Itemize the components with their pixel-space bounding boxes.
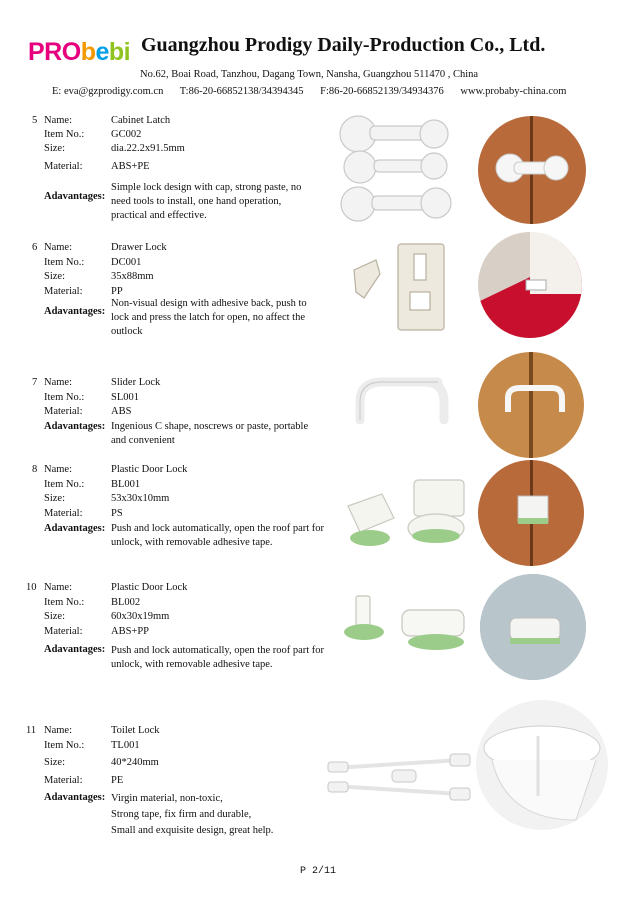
product-item: GC002 <box>111 129 142 140</box>
label-size: Size: <box>44 611 65 622</box>
product-material: ABS+PE <box>111 161 150 172</box>
company-address: No.62, Boai Road, Tanzhou, Dagang Town, Nansha, Guangzhou 511470 , China <box>140 69 479 80</box>
product-name: Plastic Door Lock <box>111 582 188 593</box>
product-name: Toilet Lock <box>111 725 160 736</box>
label-material: Material: <box>44 286 83 297</box>
company-logo: PRObebi <box>28 38 131 66</box>
product-item: BL002 <box>111 597 141 608</box>
drawer-lock-image <box>350 240 460 332</box>
product-size: 60x30x19mm <box>111 611 170 622</box>
label-size: Size: <box>44 271 65 282</box>
label-item: Item No.: <box>44 129 85 140</box>
label-advantages: Adavantages: <box>44 421 106 432</box>
label-material: Material: <box>44 775 83 786</box>
label-item: Item No.: <box>44 392 85 403</box>
product-advantages: Push and lock automatically, open the roof part for unlock, with removable adhesive tape. <box>111 645 325 670</box>
product-advantages: Ingenious C shape, noscrews or paste, portable and convenient <box>111 421 309 446</box>
plastic-door-lock-bl001-photo <box>478 460 584 566</box>
label-size: Size: <box>44 143 65 154</box>
product-item: SL001 <box>111 392 140 403</box>
product-name: Cabinet Latch <box>111 115 171 126</box>
product-material: ABS <box>111 406 132 417</box>
label-name: Name: <box>44 464 72 475</box>
cabinet-latch-photo <box>478 116 586 224</box>
product-material: PS <box>111 508 123 519</box>
fax: F:86-20-66852139/34934376 <box>320 86 444 97</box>
product-advantages: Virgin material, non-toxic, Strong tape, fix firm and durable, Small and exquisite design, great help. <box>111 793 274 836</box>
label-advantages: Adavantages: <box>44 191 106 202</box>
product-name: Plastic Door Lock <box>111 464 188 475</box>
label-name: Name: <box>44 725 72 736</box>
label-advantages: Adavantages: <box>44 644 106 655</box>
label-name: Name: <box>44 242 72 253</box>
label-material: Material: <box>44 626 83 637</box>
product-item: BL001 <box>111 479 141 490</box>
product-number: 8 <box>32 464 38 475</box>
toilet-lock-photo <box>476 700 608 830</box>
label-item: Item No.: <box>44 740 85 751</box>
company-name: Guangzhou Prodigy Daily-Production Co., Ltd. <box>141 34 546 56</box>
page-number: P 2/11 <box>300 866 337 877</box>
label-name: Name: <box>44 377 72 388</box>
product-item: TL001 <box>111 740 140 751</box>
product-name: Slider Lock <box>111 377 161 388</box>
label-name: Name: <box>44 115 72 126</box>
product-item: DC001 <box>111 257 142 268</box>
telephone: T:86-20-66852138/34394345 <box>179 86 304 97</box>
label-item: Item No.: <box>44 257 85 268</box>
website: www.probaby-china.com <box>460 86 567 97</box>
label-size: Size: <box>44 757 65 768</box>
slider-lock-photo <box>478 352 584 458</box>
label-size: Size: <box>44 493 65 504</box>
product-size: 40*240mm <box>111 757 159 768</box>
label-advantages: Adavantages: <box>44 523 106 534</box>
label-material: Material: <box>44 508 83 519</box>
plastic-door-lock-bl001-image <box>340 466 480 552</box>
product-number: 11 <box>26 725 37 736</box>
product-material: PE <box>111 775 124 786</box>
product-number: 7 <box>32 377 38 388</box>
product-size: 35x88mm <box>111 271 154 282</box>
label-advantages: Adavantages: <box>44 306 106 317</box>
email: E: eva@gzprodigy.com.cn <box>52 86 164 97</box>
label-item: Item No.: <box>44 597 85 608</box>
product-size: 53x30x10mm <box>111 493 170 504</box>
label-item: Item No.: <box>44 479 85 490</box>
drawer-lock-photo <box>478 232 582 338</box>
product-advantages: Push and lock automatically, open the roof part for unlock, with removable adhesive tape. <box>111 523 325 548</box>
product-number: 6 <box>32 242 38 253</box>
product-number: 5 <box>32 115 38 126</box>
product-material: ABS+PP <box>111 626 150 637</box>
plastic-door-lock-bl002-photo <box>480 574 586 680</box>
label-name: Name: <box>44 582 72 593</box>
product-advantages: Non-visual design with adhesive back, push to lock and press the latch for open, no affect the outlock <box>111 298 307 337</box>
label-advantages: Adavantages: <box>44 792 106 803</box>
label-material: Material: <box>44 161 83 172</box>
contact-line <box>52 86 580 97</box>
product-material: PP <box>111 286 123 297</box>
cabinet-latch-image <box>330 112 470 224</box>
toilet-lock-image <box>324 746 474 804</box>
slider-lock-image <box>338 368 466 424</box>
product-name: Drawer Lock <box>111 242 167 253</box>
product-size: dia.22.2x91.5mm <box>111 143 185 154</box>
product-number: 10 <box>26 582 37 593</box>
plastic-door-lock-bl002-image <box>332 590 472 662</box>
label-material: Material: <box>44 406 83 417</box>
product-advantages: Simple lock design with cap, strong paste, no need tools to install, one hand operation, practical and effective. <box>111 182 302 221</box>
